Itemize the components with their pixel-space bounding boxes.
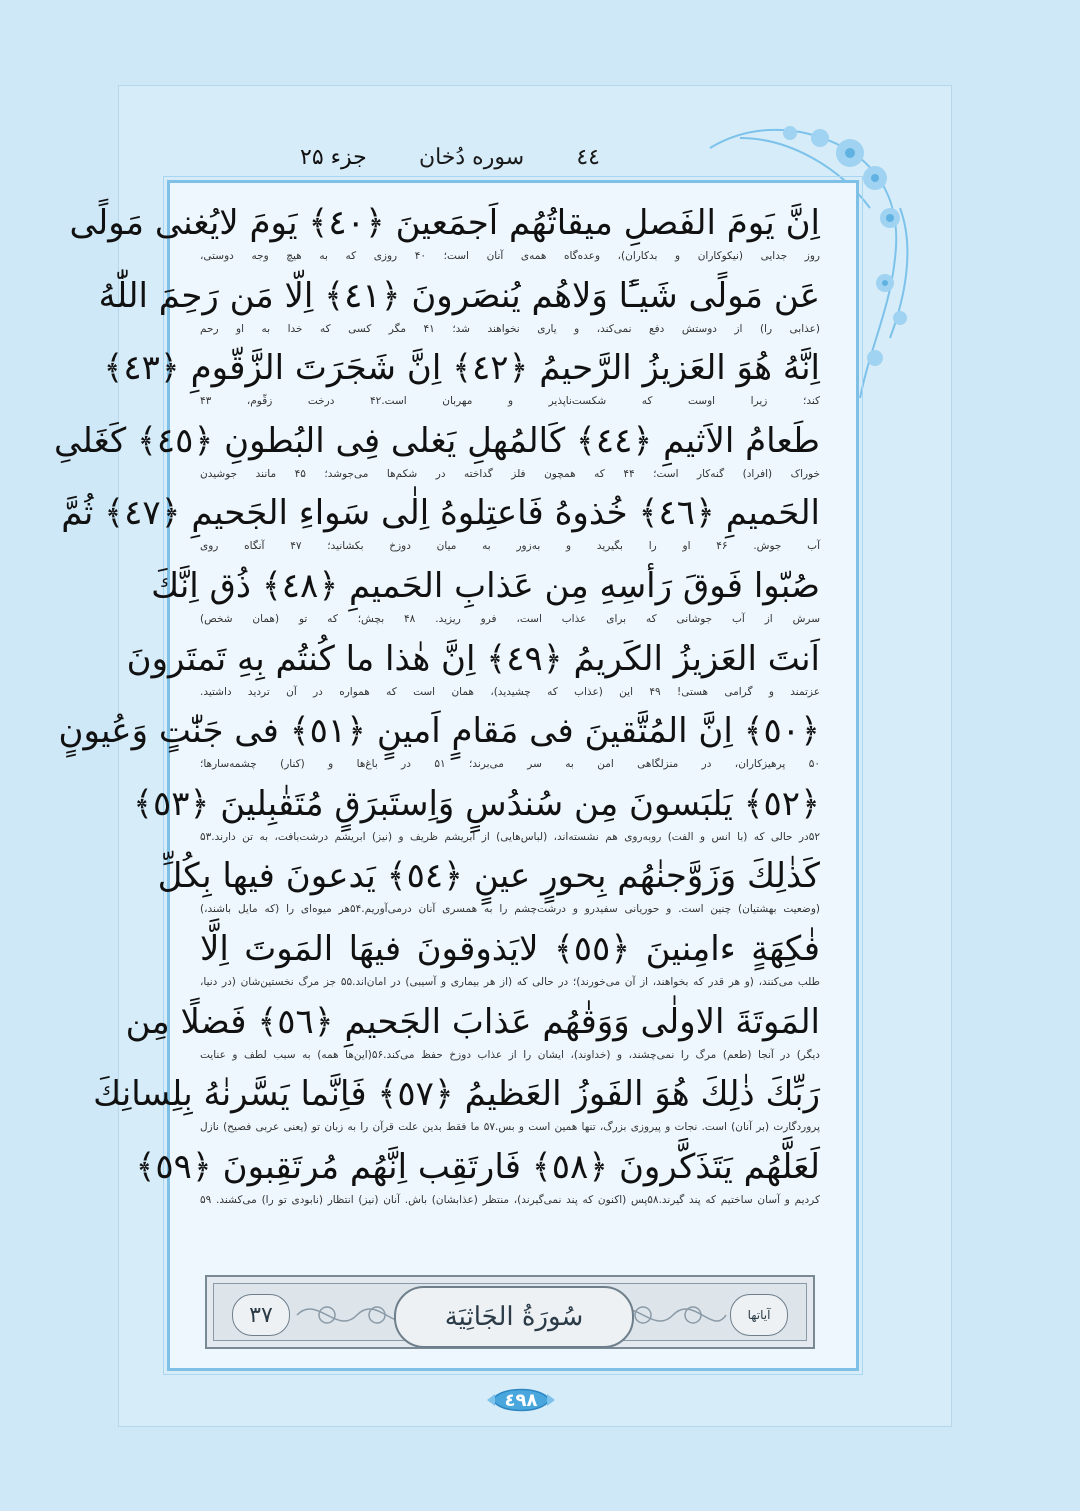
arabic-text: المَوتَةَ الاولٰى وَوَقٰهُم عَذابَ الجَحيمِ ﴿٥٦﴾ فَضلًا مِن — [125, 1001, 820, 1042]
arabic-text: فٰكِهَةٍ ءامِنينَ ﴿٥٥﴾ لايَذوقونَ فيهَا المَوتَ اِلَّا — [200, 928, 820, 969]
translation-text: سرش از آب جوشانی که برای عذاب است، فرو ريزيد. ۴۸ بچش؛ که تو (همان شخص) — [200, 612, 820, 625]
translation-text: (عذابی را) از دوستش دفع نمی‌کند، و ياری نخواهند شد؛ ۴۱ مگر کسی که خدا به او رحم — [200, 322, 820, 335]
arabic-text: اِنَّهُ هُوَ العَزيزُ الرَّحيمُ ﴿٤٢﴾ اِنَّ شَجَرَتَ الزَّقّومِ ﴿٤٣﴾ — [103, 348, 820, 389]
arabic-text: الحَميمِ ﴿٤٦﴾ خُذوهُ فَاعتِلوهُ اِلٰى سَواءِ الجَحيمِ ﴿٤٧﴾ ثُمَّ — [61, 493, 820, 534]
translation-text: کرديم و آسان ساختيم که پند گيرند.۵۸پس (اکنون که پند نمی‌گيرند)، منتظر (عذابشان) باش. آنان (نيز) انتظار (نابودی تو را) می‌کشند. ۵۹ — [200, 1193, 820, 1206]
page-header — [300, 140, 600, 174]
translation-text: روز جدايی (نيکوکاران و بدکاران)، وعده‌گاه همه‌ی آنان است؛ ۴۰ روزی که به هيچ وجه دوستی، — [200, 250, 821, 262]
arabic-text: صُبّوا فَوقَ رَأسِهِ مِن عَذابِ الحَميمِ ﴿٤٨﴾ ذُق اِنَّكَ — [151, 565, 820, 606]
verse-line — [200, 924, 820, 997]
verse-line — [61, 488, 820, 561]
juz-label: جزء ۲۵ — [300, 144, 367, 170]
arabic-text: لَعَلَّهُم يَتَذَكَّرونَ ﴿٥٨﴾ فَارتَقِب اِنَّهُم مُرتَقِبونَ ﴿٥٩﴾ — [135, 1146, 820, 1187]
verse-line — [151, 561, 820, 634]
verse-line — [135, 1142, 820, 1215]
page-number: ٤٩٨ — [504, 1389, 538, 1411]
verse-line — [93, 1069, 820, 1142]
surah-banner — [205, 1275, 815, 1349]
arabic-text: ﴿٥٢﴾ يَلبَسونَ مِن سُندُسٍ وَاِستَبرَقٍ مُتَقٰبِلينَ ﴿٥٣﴾ — [133, 783, 820, 824]
surah-number: ٤٤ — [576, 144, 600, 170]
page-number-badge — [485, 1380, 557, 1420]
arabic-text: اِنَّ يَومَ الفَصلِ ميقاتُهُم اَجمَعينَ ﴿٤٠﴾ يَومَ لايُغنى مَولًى — [69, 203, 820, 243]
verse-line — [133, 779, 820, 852]
translation-text: آب جوش. ۴۶ او را بگيريد و به‌زور به ميان دوزخ بکشانيد؛ ۴۷ آنگاه روی — [200, 540, 820, 553]
banner-inner — [213, 1283, 807, 1341]
verse-line — [69, 198, 821, 271]
arabic-text: عَن مَولًى شَيـًٔا وَلاهُم يُنصَرونَ ﴿٤١﴾ اِلّا مَن رَحِمَ اللّٰهُ — [98, 275, 820, 316]
verse-line — [125, 997, 820, 1070]
translation-text: (وضعيت بهشتيان) چنين است. و حوريانی سفيدرو و درشت‌چشم را به همسری آنان درمی‌آوريم.۵۴هر ميوه‌ای را (که مايل باشند،) — [200, 903, 820, 916]
arabic-text: كَذٰلِكَ وَزَوَّجنٰهُم بِحورٍ عينٍ ﴿٥٤﴾ يَدعونَ فيها بِكُلِّ — [157, 856, 820, 897]
ayat-label: آياتها — [730, 1294, 788, 1336]
translation-text: پروردگارت (بر آنان) است. نجات و پيروزی بزرگ، تنها همين است و بس.۵۷ ما فقط بدين علت قرآن را به زبان تو (يعنی عربی فصيح) نازل — [200, 1121, 820, 1134]
arabic-text: ﴿٥٠﴾ اِنَّ المُتَّقينَ فى مَقامٍ اَمينٍ ﴿٥١﴾ فى جَنّٰتٍ وَعُيونٍ — [58, 711, 820, 752]
verse-line — [126, 634, 820, 707]
arabic-text: اَنتَ العَزيزُ الكَريمُ ﴿٤٩﴾ اِنَّ هٰذا ما كُنتُم بِهِ تَمتَرونَ — [126, 638, 820, 679]
arabic-text: طَعامُ الاَثيمِ ﴿٤٤﴾ كَالمُهلِ يَغلى فِى البُطونِ ﴿٤٥﴾ كَغَلىِ — [54, 420, 820, 461]
translation-text: ۵۰ پرهيزکاران، در منزلگاهی امن به سر می‌برند؛ ۵۱ در باغ‌ها و (کنار) چشمه‌سارها؛ — [200, 758, 820, 771]
surah-title: سُورَةُ الجَاثِيَة — [394, 1286, 634, 1348]
translation-text: عزتمند و گرامی هستی! ۴۹ اين (عذاب که چشيديد)، همان است که همواره در آن ترديد داشتيد. — [200, 685, 820, 698]
verse-line — [103, 343, 820, 416]
verse-line — [157, 851, 820, 924]
ayat-count: ٣٧ — [232, 1294, 290, 1336]
translation-text: خوراک (افراد) گنه‌کار است؛ ۴۴ که همچون فلز گداخته در شکم‌ها می‌جوشد؛ ۴۵ مانند جوشيدن — [200, 467, 820, 480]
verse-line — [54, 416, 820, 489]
translation-text: ديگر) در آنجا (طعم) مرگ را نمی‌چشند، و (خداوند)، ايشان را از عذاب دوزخ حفظ می‌کند.۵۶(اين‌ها همه) به سبب لطف و عنايت — [200, 1048, 820, 1061]
arabic-text: رَبِّكَ ذٰلِكَ هُوَ الفَوزُ العَظيمُ ﴿٥٧﴾ فَاِنَّما يَسَّرنٰهُ بِلِسانِكَ — [93, 1074, 820, 1115]
verse-lines — [54, 198, 821, 1214]
surah-name: سوره دُخان — [418, 144, 525, 170]
translation-text: طلب می‌کنند، (و هر قدر که بخواهند، از آن می‌خورند)؛ در حالی که (از هر بيماری و آسيبی) در امان‌اند.۵۵ جز مرگ نخستين‌شان (در دنيا، — [200, 975, 821, 988]
verse-line — [98, 271, 820, 344]
translation-text: ۵۲در حالی که (با انس و الفت) روبه‌روی هم نشسته‌اند، (لباس‌هايی) از ابريشم ظريف و (نيز) ابريشم درشت‌بافت، به تن دارند.۵۳ — [200, 830, 820, 843]
verse-line — [58, 706, 820, 779]
translation-text: کند؛ زيرا اوست که شکست‌ناپذير و مهربان است.۴۲ درخت زقّوم، ۴۳ — [200, 395, 820, 408]
